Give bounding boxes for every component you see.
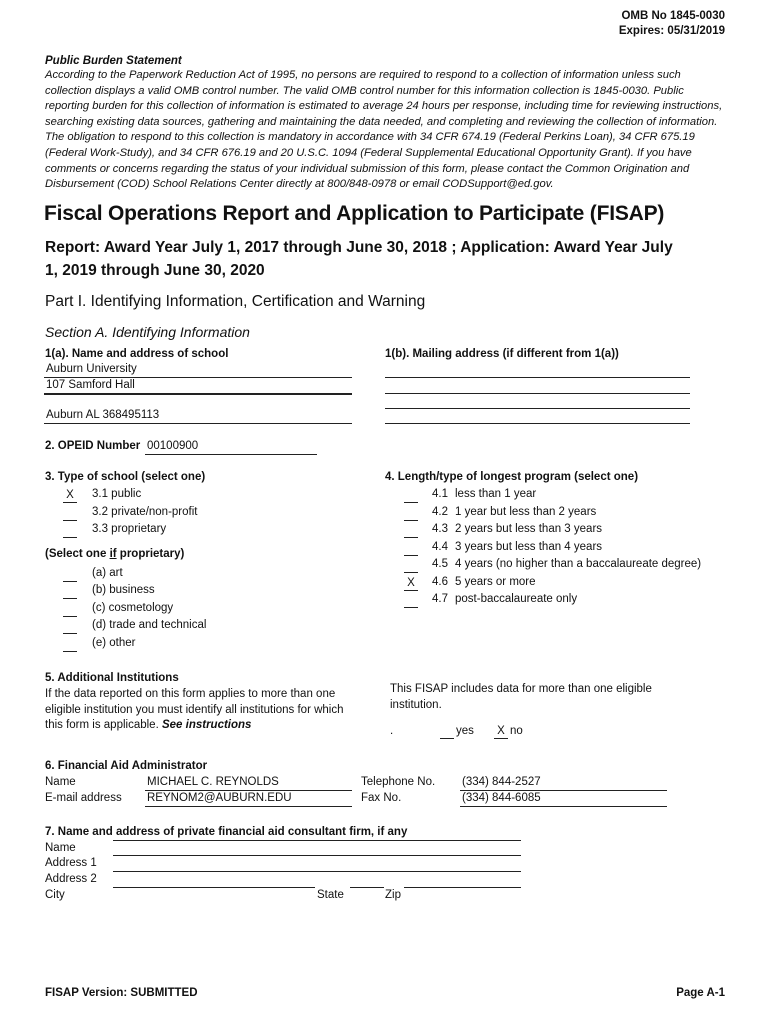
prop-trade-label: (d) trade and technical [92,619,207,631]
multi-institution-no-label: no [510,725,523,737]
form-subtitle-2: 1, 2019 through June 30, 2020 [45,262,265,279]
fisap-version: FISAP Version: SUBMITTED [45,987,198,999]
admin-fax-field[interactable]: (334) 844-6085 [460,791,667,807]
see-instructions: See instructions [161,719,252,731]
consultant-name-label: Name [45,842,76,854]
length-4-7-checkbox[interactable] [404,593,418,608]
length-4-1-number: 4.1 [432,488,448,500]
type-proprietary-label: 3.3 proprietary [92,523,167,535]
q5-right-text-2: institution. [390,699,442,711]
burden-statement: According to the Paperwork Reduction Act of 1995, no persons are required to respond to a collection of information unless such collection displays a valid OMB control number. The valid OMB control number for this information collection is 1845-0030. Public reporting burden for this collection of information is estimated to average 24 hours per response, including time for reviewing instructions, searching existing data sources, gathering and maintaining the data needed, and completing and reviewing the collection of information. The obligation to respond to this collection is mandatory in accordance with 34 CFR 674.19 (Federal Perkins Loan), 34 CFR 675.19 (Federal Work-Study), and 34 CFR 676.19 and 20 U.S.C. 1094 (Federal Supplemental Educational Opportunity Grant). If you have comments or concerns regarding the status of your individual submission of this form, please contact the Common Origination and Disbursement (COD) School Relations Center directly at 800/848-0978 or email CODSupport@ed.gov. [45,69,723,191]
prop-other-label: (e) other [92,637,136,649]
school-address-line-2[interactable]: 107 Samford Hall [44,378,352,394]
length-4-5-number: 4.5 [432,558,448,570]
q5-label: 5. Additional Institutions [45,672,179,684]
multi-institution-yes-checkbox[interactable] [440,724,454,739]
length-4-3-checkbox[interactable] [404,523,418,538]
q3-label: 3. Type of school (select one) [45,471,206,483]
prop-cosmetology-checkbox[interactable] [63,602,77,617]
page-number: Page A-1 [676,987,725,999]
school-address-line-3[interactable] [44,394,352,395]
admin-email-label: E-mail address [45,792,122,804]
mailing-address-line-2[interactable] [385,393,690,394]
length-4-3-label: 2 years but less than 3 years [455,523,603,535]
length-4-7-number: 4.7 [432,593,448,605]
consultant-address1-field[interactable] [113,855,521,856]
type-proprietary-checkbox[interactable] [63,523,77,538]
consultant-address1-label: Address 1 [45,857,97,869]
length-4-4-number: 4.4 [432,541,448,553]
length-4-7-label: post-baccalaureate only [455,593,578,605]
length-4-6-checkbox[interactable]: X [404,576,418,591]
admin-name-label: Name [45,776,76,788]
consultant-name-field[interactable] [113,840,521,841]
expiration-date: Expires: 05/31/2019 [618,25,725,37]
section-heading: Section A. Identifying Information [45,324,250,340]
admin-phone-field[interactable]: (334) 844-2527 [460,775,667,791]
part-heading: Part I. Identifying Information, Certification and Warning [45,293,426,310]
length-4-6-label: 5 years or more [455,576,536,588]
length-4-4-label: 3 years but less than 4 years [455,541,603,553]
type-public-checkbox[interactable]: X [63,488,77,503]
length-4-1-checkbox[interactable] [404,488,418,503]
q6-label: 6. Financial Aid Administrator [45,760,208,772]
mailing-address-line-3[interactable] [385,408,690,409]
burden-title: Public Burden Statement [45,55,182,67]
prop-cosmetology-label: (c) cosmetology [92,602,174,614]
mailing-address-line-1[interactable] [385,377,690,378]
q4-label: 4. Length/type of longest program (select one) [385,471,639,483]
prop-trade-checkbox[interactable] [63,619,77,634]
type-public-label: 3.1 public [92,488,142,500]
type-private-checkbox[interactable] [63,506,77,521]
school-address-line-1[interactable]: Auburn University [44,362,352,378]
consultant-address2-label: Address 2 [45,873,97,885]
admin-name-field[interactable]: MICHAEL C. REYNOLDS [145,775,352,791]
length-4-6-number: 4.6 [432,576,448,588]
proprietary-select-label: (Select one if proprietary) [45,548,185,560]
q7-label: 7. Name and address of private financial aid consultant firm, if any [45,826,408,838]
admin-phone-label: Telephone No. [361,776,436,788]
consultant-zip-label: Zip [385,889,401,901]
q5-dot: . [390,725,394,737]
opeid-label: 2. OPEID Number [45,440,141,452]
consultant-zip-field[interactable] [404,887,521,888]
multi-institution-no-checkbox[interactable]: X [494,724,508,739]
length-4-1-label: less than 1 year [455,488,537,500]
q1b-label: 1(b). Mailing address (if different from 1(a)) [385,348,619,360]
q1a-label: 1(a). Name and address of school [45,348,229,360]
length-4-5-checkbox[interactable] [404,558,418,573]
prop-art-label: (a) art [92,567,123,579]
type-private-label: 3.2 private/non-profit [92,506,198,518]
admin-fax-label: Fax No. [361,792,402,804]
length-4-2-number: 4.2 [432,506,448,518]
consultant-state-label: State [317,889,344,901]
school-address-line-4[interactable]: Auburn AL 368495113 [44,408,352,424]
length-4-2-label: 1 year but less than 2 years [455,506,597,518]
q5-text-2: eligible institution you must identify all institutions for which [45,704,344,716]
q5-text-3: this form is applicable. See instructions [45,719,252,731]
form-title: Fiscal Operations Report and Application to Participate (FISAP) [44,202,665,225]
consultant-state-field[interactable] [350,887,384,888]
opeid-field[interactable]: 00100900 [145,439,317,455]
form-subtitle-1: Report: Award Year July 1, 2017 through June 30, 2018 ; Application: Award Year July [45,239,673,256]
prop-other-checkbox[interactable] [63,637,77,652]
consultant-address2-field[interactable] [113,871,521,872]
length-4-5-label: 4 years (no higher than a baccalaureate degree) [455,558,702,570]
admin-email-field[interactable]: REYNOM2@AUBURN.EDU [145,791,352,807]
prop-business-checkbox[interactable] [63,584,77,599]
consultant-city-field[interactable] [113,887,315,888]
consultant-city-label: City [45,889,65,901]
omb-number: OMB No 1845-0030 [621,10,725,22]
length-4-2-checkbox[interactable] [404,506,418,521]
mailing-address-line-4[interactable] [385,423,690,424]
prop-business-label: (b) business [92,584,155,596]
q5-text-1: If the data reported on this form applies to more than one [45,688,336,700]
length-4-3-number: 4.3 [432,523,448,535]
multi-institution-yes-label: yes [456,725,474,737]
prop-art-checkbox[interactable] [63,567,77,582]
length-4-4-checkbox[interactable] [404,541,418,556]
q5-right-text-1: This FISAP includes data for more than one eligible [390,683,652,695]
